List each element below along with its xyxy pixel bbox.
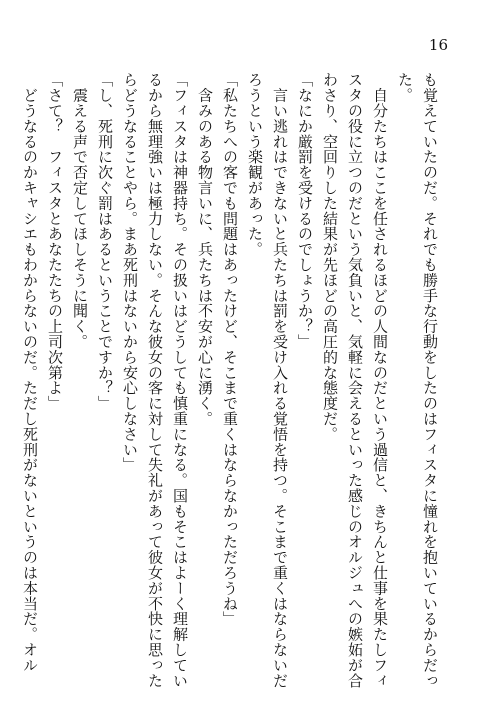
text-line: 含みのある物言いに、兵たちは不安が心に湧く。: [196, 72, 214, 427]
text-line: 震える声で否定してほしそうに聞く。: [71, 72, 89, 350]
text-line: 「し、死刑に次ぐ罰はあるということですか？」: [96, 72, 114, 411]
text-line: 「私たちへの客でも問題はあったけど、そこまで重くはならなかっただろうね」: [221, 72, 239, 627]
text-line: も覚えていたのだ。それでも勝手な行動をしたのはフィスタに憧れを抱いているからだっ: [421, 72, 439, 688]
text-line: るから無理強いは極力しない。そんな彼女の客に対して失礼があって彼女が不快に思った: [146, 72, 164, 688]
text-line: スタの役に立つのだという気負いと、気軽に会えるといった感じのオルジュへの嫉妬が合: [346, 72, 364, 688]
text-line: ろうという楽観があった。: [246, 72, 264, 257]
text-line: 「なにか厳罰を受けるのでしょうか？」: [296, 72, 314, 350]
text-line: らどうなることやら。まあ死刑はないから安心しなさい」: [121, 72, 139, 473]
text-line: 「フィスタは神器持ち。その扱いはどうしても慎重になる。国もそこはよーく理解してい: [171, 72, 189, 688]
text-line: 「さて？ フィスタとあなたたちの上司次第よ」: [46, 72, 64, 411]
text-line: 言い逃れはできないと兵たちは罰を受け入れる覚悟を持つ。そこまで重くはならないだ: [271, 72, 289, 688]
text-line: わさり、空回りした結果が先ほどの高圧的な態度だ。: [321, 72, 339, 442]
text-line: 自分たちはここを任されるほどの人間なのだという過信と、きちんと仕事を果たしフィ: [371, 72, 389, 688]
novel-text: [21, 72, 442, 688]
page-number: 16: [428, 36, 448, 54]
text-line: た。: [396, 72, 414, 103]
text-line: どうなるのかキャシエもわからないのだ。ただし死刑がないというのは本当だ。オル: [21, 72, 39, 673]
